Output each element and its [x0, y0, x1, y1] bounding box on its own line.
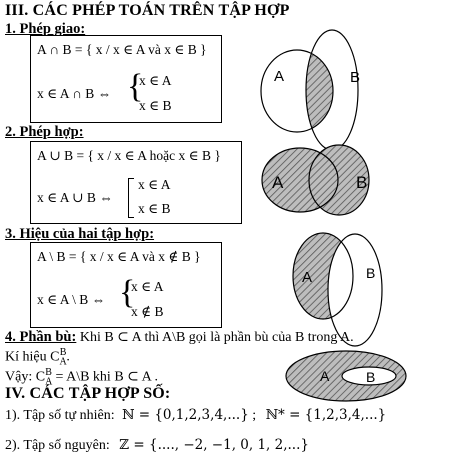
s4-text3b: = A\B khi B ⊂ A . [51, 369, 158, 385]
s3-def: A \ B = { x / x ∈ A và x ∉ B } [37, 249, 201, 264]
venn3-label-a: A [302, 269, 313, 286]
venn-union [262, 145, 369, 215]
s4-text3a: Vậy: C [5, 369, 46, 385]
s4-text2-sub: A [59, 356, 67, 368]
n1-sep: ; [252, 408, 257, 423]
s2-def: A ∪ B = { x / x ∈ A hoặc x ∈ B } [37, 148, 221, 163]
venn-complement [286, 351, 406, 401]
s3-case1: x ∈ A [131, 279, 164, 294]
s3-lhs: x ∈ A \ B ⇔ [37, 292, 106, 307]
s4-text2: Kí hiệu C [5, 349, 60, 365]
s1-lhs: x ∈ A ∩ B ⇔ [37, 86, 112, 101]
s4-text1: Khi B ⊂ A thì A\B gọi là phần bù của B trong A. [79, 330, 354, 345]
s4-text3-sub: A [45, 376, 53, 388]
s1-title: 1. Phép giao: [5, 21, 86, 37]
venn4-label-b: B [366, 369, 376, 385]
s3-brace: { [119, 274, 136, 311]
s2-title: 2. Phép hợp: [5, 124, 84, 140]
s1-case2: x ∈ B [139, 98, 172, 113]
n2-set: ℤ = {...., −2, −1, 0, 1, 2,...} [119, 437, 309, 453]
heading-iii: III. CÁC PHÉP TOÁN TRÊN TẬP HỢP [5, 2, 290, 19]
venn2-label-b: B [356, 173, 368, 192]
venn1-label-b: B [350, 69, 361, 86]
venn3-label-b: B [366, 265, 376, 281]
s4-text2-sup: B [59, 347, 67, 358]
s2-lhs: x ∈ A ∪ B ⇔ [37, 190, 113, 205]
n2-label: 2). Tập số nguyên: [5, 438, 110, 453]
s4-text3-sup: B [45, 367, 52, 378]
venn2-label-a: A [272, 173, 284, 192]
s3-case2: x ∉ B [131, 304, 164, 319]
venn-intersection [261, 30, 360, 150]
s1-case1: x ∈ A [139, 73, 172, 88]
s4-title: 4. Phần bù: [5, 329, 77, 345]
n1-set2: ℕ* = {1,2,3,4,...} [265, 407, 387, 423]
n1-label: 1). Tập số tự nhiên: [5, 408, 115, 423]
venn-difference [293, 233, 382, 346]
heading-iv: IV. CÁC TẬP HỢP SỐ: [5, 385, 171, 402]
s1-brace: { [127, 68, 144, 105]
venn1-label-a: A [274, 68, 285, 85]
venn4-label-a: A [320, 368, 330, 384]
s1-def: A ∩ B = { x / x ∈ A và x ∈ B } [37, 42, 207, 57]
s4-text2-end: . [66, 349, 70, 365]
s3-title: 3. Hiệu của hai tập hợp: [5, 226, 155, 242]
s2-case1: x ∈ A [138, 177, 171, 192]
s2-case2: x ∈ B [138, 201, 171, 216]
n1-set1: ℕ = {0,1,2,3,4,...} [122, 407, 249, 423]
